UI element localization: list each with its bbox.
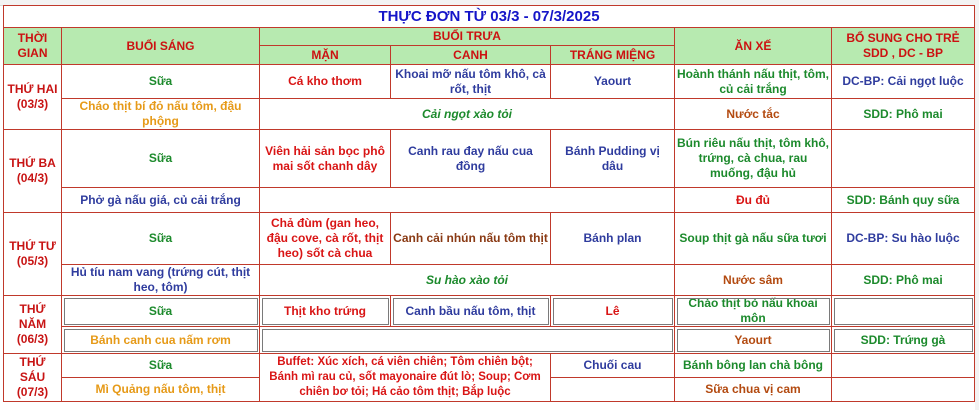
wednesday-side-dish: Su hào xào tỏi <box>260 265 675 296</box>
header-man: MẶN <box>260 46 391 65</box>
wednesday-main-dish: Chả đùm (gan heo, đậu cove, cà rốt, thịt heo) sốt cà chua <box>260 213 391 265</box>
monday-sdd-supplement: SDD: Phô mai <box>832 99 975 130</box>
wednesday-breakfast-milk: Sữa <box>62 213 260 265</box>
monday-dessert: Yaourt <box>551 65 675 99</box>
wednesday-sdd-supplement: SDD: Phô mai <box>832 265 975 296</box>
thursday-main-dish: Thịt kho trứng <box>260 296 391 327</box>
header-buoi-sang: BUỔI SÁNG <box>62 28 260 65</box>
friday-snack: Bánh bông lan chà bông <box>675 354 832 378</box>
thursday-yogurt: Yaourt <box>675 327 832 354</box>
monday-supplement: DC-BP: Cải ngọt luộc <box>832 65 975 99</box>
tuesday-supplement <box>832 130 975 188</box>
header-buoi-trua: BUỔI TRƯA <box>260 28 675 46</box>
monday-soup: Khoai mỡ nấu tôm khô, cà rốt, thịt <box>391 65 551 99</box>
wednesday-supplement: DC-BP: Su hào luộc <box>832 213 975 265</box>
menu-title: THỰC ĐƠN TỪ 03/3 - 07/3/2025 <box>4 6 975 28</box>
friday-dessert-empty <box>551 378 675 402</box>
day-label-wednesday: THỨ TƯ (05/3) <box>4 213 62 296</box>
header-bo-sung: BỔ SUNG CHO TRẺ SDD , DC - BP <box>832 28 975 65</box>
friday-yogurt: Sữa chua vị cam <box>675 378 832 402</box>
header-canh: CANH <box>391 46 551 65</box>
monday-drink: Nước tắc <box>675 99 832 130</box>
spreadsheet-right-gutter <box>975 5 979 410</box>
tuesday-soup: Canh rau đay nấu cua đồng <box>391 130 551 188</box>
tuesday-sdd-supplement: SDD: Bánh quy sữa <box>832 188 975 213</box>
weekly-menu-table <box>3 5 975 402</box>
friday-breakfast-milk: Sữa <box>62 354 260 378</box>
day-label-monday: THỨ HAI (03/3) <box>4 65 62 130</box>
friday-buffet: Buffet: Xúc xích, cá viên chiên; Tôm chiên bột; Bánh mì rau củ, sốt mayonaire đút lò; Soup; Cơm chiên bơ tỏi; Há cảo tôm thịt; Bắp luộc <box>260 354 551 402</box>
thursday-breakfast: Bánh canh cua nấm rơm <box>62 327 260 354</box>
header-trang-mieng: TRÁNG MIỆNG <box>551 46 675 65</box>
tuesday-main-dish: Viên hải sản bọc phô mai sốt chanh dây <box>260 130 391 188</box>
friday-sdd-supplement-empty <box>832 378 975 402</box>
thursday-breakfast-milk: Sữa <box>62 296 260 327</box>
wednesday-soup: Canh cải nhún nấu tôm thịt <box>391 213 551 265</box>
tuesday-fruit: Đu đủ <box>675 188 832 213</box>
wednesday-dessert: Bánh plan <box>551 213 675 265</box>
monday-breakfast: Cháo thịt bí đỏ nấu tôm, đậu phộng <box>62 99 260 130</box>
header-thoi-gian: THỜI GIAN <box>4 28 62 65</box>
wednesday-drink: Nước sâm <box>675 265 832 296</box>
tuesday-side-dish-empty <box>260 188 675 213</box>
day-label-friday: THỨ SÁU (07/3) <box>4 354 62 402</box>
thursday-soup: Canh bầu nấu tôm, thịt <box>391 296 551 327</box>
tuesday-snack: Bún riêu nấu thịt, tôm khô, trứng, cà chua, rau muống, đậu hủ <box>675 130 832 188</box>
wednesday-breakfast: Hủ tíu nam vang (trứng cút, thịt heo, tôm) <box>62 265 260 296</box>
monday-main-dish: Cá kho thơm <box>260 65 391 99</box>
thursday-snack: Cháo thịt bò nấu khoai môn <box>675 296 832 327</box>
tuesday-breakfast-milk: Sữa <box>62 130 260 188</box>
monday-breakfast-milk: Sữa <box>62 65 260 99</box>
friday-breakfast: Mì Quảng nấu tôm, thịt <box>62 378 260 402</box>
wednesday-snack: Soup thịt gà nấu sữa tươi <box>675 213 832 265</box>
friday-dessert: Chuối cau <box>551 354 675 378</box>
monday-snack: Hoành thánh nấu thịt, tôm, củ cải trắng <box>675 65 832 99</box>
thursday-supplement-empty <box>832 296 975 327</box>
day-label-tuesday: THỨ BA (04/3) <box>4 130 62 213</box>
thursday-dessert: Lê <box>551 296 675 327</box>
friday-supplement-empty <box>832 354 975 378</box>
monday-side-dish: Cải ngọt xào tỏi <box>260 99 675 130</box>
tuesday-breakfast: Phở gà nấu giá, củ cải trắng <box>62 188 260 213</box>
day-label-thursday: THỨ NĂM (06/3) <box>4 296 62 354</box>
header-an-xe: ĂN XẾ <box>675 28 832 65</box>
thursday-side-dish-empty <box>260 327 675 354</box>
thursday-sdd-supplement: SDD: Trứng gà <box>832 327 975 354</box>
tuesday-dessert: Bánh Pudding vị dâu <box>551 130 675 188</box>
